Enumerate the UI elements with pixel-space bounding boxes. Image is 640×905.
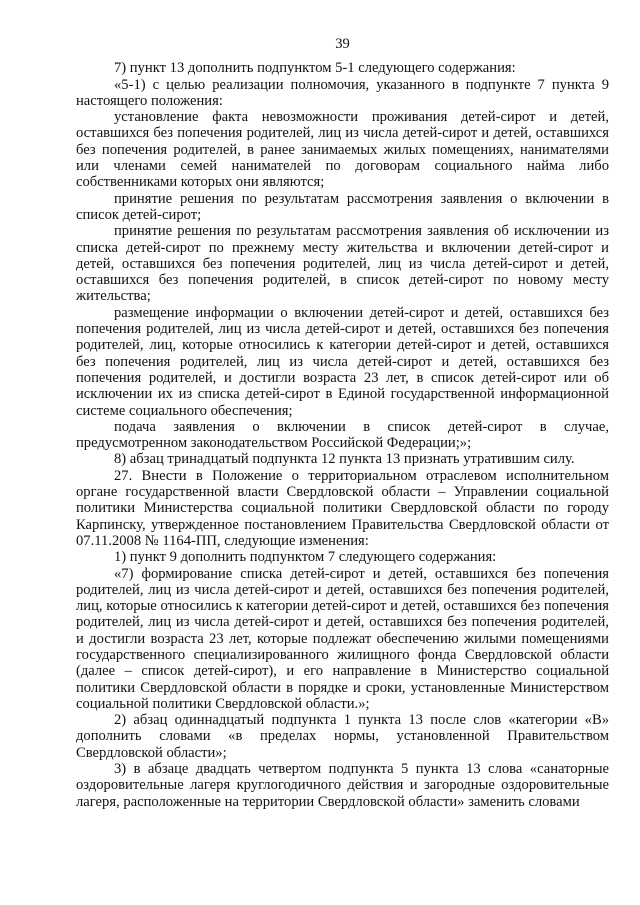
- paragraph-12: 2) абзац одиннадцатый подпункта 1 пункта 13 после слов «категории «В» дополнить словами «в пределах нормы, установленной Правительством Свердловской области»;: [76, 712, 609, 761]
- document-page: [76, 36, 609, 810]
- paragraph-11: «7) формирование списка детей-сирот и детей, оставшихся без попечения родителей, лиц из числа детей-сирот и детей, оставшихся без попечения родителей, лиц, которые относились к категории детей-сирот и детей, оставшихся без попечения родителей, лиц из числа детей-сирот и детей, оставшихся без попечения родителей, и достигли возраста 23 лет, которые подлежат обеспечению жилыми помещениями государственного специализированного жилищного фонда Свердловской области (далее – список детей-сирот), и его направление в Министерство социальной политики Свердловской области в порядке и сроки, установленные Министерством социальной политики Свердловской области.»;: [76, 565, 609, 712]
- paragraph-3: установление факта невозможности проживания детей-сирот и детей, оставшихся без попечения родителей, лиц из числа детей-сирот и детей, оставшихся без попечения родителей, в ранее занимаемых жилых помещениях, нанимателями или членами семей нанимателей по договорам социального найма либо собственниками которых они являются;: [76, 109, 609, 191]
- paragraph-2: «5-1) с целью реализации полномочия, указанного в подпункте 7 пункта 9 настоящего положения:: [76, 76, 609, 109]
- paragraph-7: подача заявления о включении в список детей-сирот в случае, предусмотренном законодательством Российской Федерации;»;: [76, 418, 609, 452]
- paragraph-8: 8) абзац тринадцатый подпункта 12 пункта 13 признать утратившим силу.: [114, 451, 575, 468]
- paragraph-4: принятие решения по результатам рассмотрения заявления о включении в список детей-сирот;: [76, 190, 609, 223]
- paragraph-9: 27. Внести в Положение о территориальном отраслевом исполнительном органе государственной власти Свердловской области – Управлении социальной политики Министерства социальной политики Свердловской области по городу Карпинску, утвержденное постановлением Правительства Свердловской области от 07.11.2008 № 1164-ПП, следующие изменения:: [76, 467, 609, 549]
- paragraph-13: 3) в абзаце двадцать четвертом подпункта 5 пункта 13 слова «санаторные оздоровительные лагеря круглогодичного действия и загородные оздоровительные лагеря, расположенные на территории Свердловской области» заменить словами: [76, 761, 609, 810]
- paragraph-10: 1) пункт 9 дополнить подпунктом 7 следующего содержания:: [114, 549, 497, 566]
- page-number: 39: [335, 36, 350, 52]
- paragraph-5: принятие решения по результатам рассмотрения заявления об исключении из списка детей-сирот по прежнему месту жительства и включении детей-сирот и детей, оставшихся без попечения родителей, лиц из числа детей-сирот и детей, оставшихся без попечения родителей, в список детей-сирот по новому месту жительства;: [76, 223, 609, 305]
- paragraph-1: 7) пункт 13 дополнить подпунктом 5-1 следующего содержания:: [114, 60, 516, 77]
- paragraph-6: размещение информации о включении детей-сирот и детей, оставшихся без попечения родителей, лиц из числа детей-сирот и детей, оставшихся без попечения родителей, лиц, которые относились к категории детей-сирот и детей, оставшихся без попечения родителей, лиц из числа детей-сирот и детей, оставшихся без попечения родителей, и достигли возраста 23 лет, в список детей-сирот или об исключении их из списка детей-сирот в Единой государственной информационной системе социального обеспечения;: [76, 304, 609, 419]
